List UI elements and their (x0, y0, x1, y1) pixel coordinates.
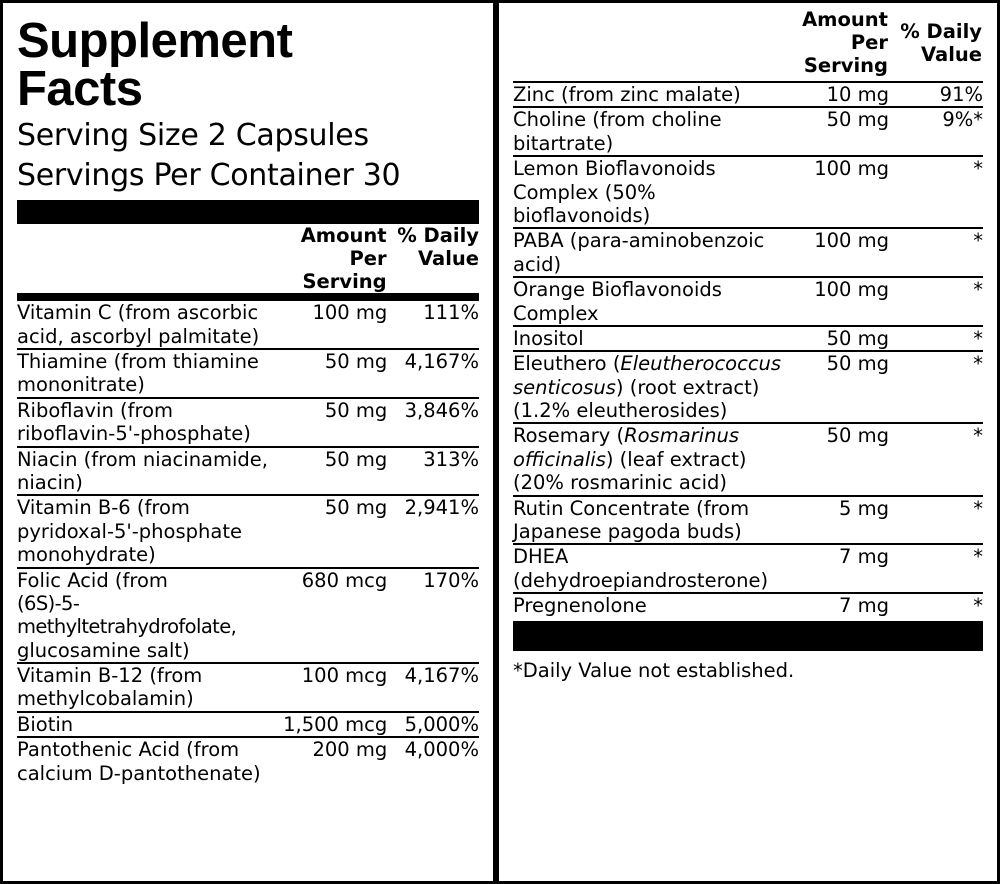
ingredient-name-line-2: (dehydroepiandrosterone) (513, 568, 769, 592)
left-rows-body (17, 301, 479, 785)
ingredient-latin-name-cont: senticosus (513, 375, 616, 399)
ingredient-name-line-1: Choline (from choline (513, 108, 722, 132)
table-row (17, 447, 479, 496)
ingredient-daily-value: * (889, 277, 983, 326)
ingredient-amount: 50 mg (786, 351, 889, 423)
ingredient-name-line-2: riboflavin-5'-phosphate) (17, 422, 251, 446)
ingredient-name-line-2: pyridoxal-5'-phosphate (17, 519, 242, 543)
header-spacer (513, 7, 786, 81)
ingredient-name-line-1: Zinc (from zinc malate) (513, 83, 741, 106)
table-row (513, 326, 983, 351)
title-line-2: Facts (17, 62, 143, 117)
ingredient-daily-value: * (889, 544, 983, 593)
ingredient-daily-value: * (889, 496, 983, 545)
table-row (17, 737, 479, 785)
ingredient-name-line-3: (20% rosmarinic acid) (513, 471, 727, 495)
ingredient-name-line-2: bitartrate) (513, 131, 614, 155)
table-header-row (513, 7, 983, 81)
ingredient-name-line-3: bioflavonoids) (513, 203, 651, 227)
ingredient-name-line-1: Riboflavin (from (17, 398, 174, 422)
table-row (513, 83, 983, 107)
ingredient-name (17, 712, 283, 737)
ingredient-daily-value: 2,941% (387, 495, 479, 567)
table-row (513, 107, 983, 156)
ingredient-amount: 50 mg (786, 107, 889, 156)
right-table-header (513, 7, 983, 81)
ingredient-daily-value: 5,000% (387, 712, 479, 737)
ingredient-daily-value: 3,846% (387, 398, 479, 447)
ingredient-name (17, 568, 283, 664)
ingredient-daily-value: * (889, 326, 983, 351)
ingredient-daily-value: * (889, 228, 983, 277)
header-amount-per-serving (285, 224, 387, 293)
ingredient-name (513, 423, 786, 495)
table-row (17, 495, 479, 567)
table-row (513, 544, 983, 593)
ingredient-amount: 100 mg (786, 228, 889, 277)
ingredient-name-line-2: (6S)-5-methyltetrahydrofolate, (17, 591, 237, 639)
ingredient-name-line-2: Complex (513, 301, 599, 325)
table-row (513, 228, 983, 277)
ingredient-name-line-1: Pregnenolone (513, 594, 647, 618)
ingredient-amount: 100 mcg (283, 663, 387, 712)
ingredient-name (513, 107, 786, 156)
ingredient-name (513, 228, 786, 277)
ingredient-name-line-1: Niacin (from niacinamide, (17, 447, 268, 471)
table-row (17, 301, 479, 349)
header-dv-line-1: % Daily (397, 224, 479, 248)
ingredient-amount: 680 mcg (283, 568, 387, 664)
table-row (513, 496, 983, 545)
ingredient-name (513, 351, 786, 423)
ingredient-daily-value: 9%* (889, 107, 983, 156)
table-row (17, 663, 479, 712)
right-ingredient-rows (513, 83, 983, 618)
ingredient-name-line-2: officinalis) (leaf extract) (513, 447, 747, 471)
ingredient-name-line-1: Rosemary (Rosmarinus (513, 424, 739, 448)
ingredient-name (17, 398, 283, 447)
right-panel (496, 0, 1000, 884)
header-dv-line-2: Value (418, 247, 479, 271)
ingredient-name-line-2: niacin) (17, 470, 83, 494)
ingredient-amount: 50 mg (786, 326, 889, 351)
serving-size: Serving Size 2 Capsules (17, 118, 369, 154)
table-row (513, 351, 983, 423)
ingredient-daily-value: 91% (939, 83, 983, 106)
left-nutrition-table (17, 224, 479, 293)
ingredient-daily-value: 170% (387, 568, 479, 664)
header-underline (17, 293, 479, 301)
ingredient-latin-name: Rosmarinus (624, 424, 739, 448)
table-row (513, 423, 983, 495)
ingredient-name-line-1: Orange Bioflavonoids (513, 278, 722, 302)
ingredient-name (17, 301, 283, 349)
ingredient-name-line-3: glucosamine salt) (17, 638, 190, 662)
ingredient-name (17, 447, 283, 496)
page-title (17, 14, 479, 117)
ingredient-name (513, 277, 786, 326)
ingredient-name (17, 737, 283, 785)
ingredient-name-line-1: Vitamin B-12 (from (17, 664, 203, 688)
table-row (17, 398, 479, 447)
right-rows-body (513, 83, 983, 618)
ingredient-daily-value: 4,167% (387, 349, 479, 398)
ingredient-amount: 7 mg (786, 544, 889, 593)
header-amount-line-2: Serving (302, 270, 387, 294)
ingredient-amount: 50 mg (283, 398, 387, 447)
ingredient-latin-name-cont: officinalis (513, 447, 606, 471)
header-amount-line-1: Amount Per (802, 8, 888, 54)
header-amount-per-serving (786, 7, 889, 81)
header-spacer (17, 224, 285, 293)
ingredient-amount: 50 mg (786, 423, 889, 495)
ingredient-name-line-1: Vitamin C (from ascorbic (17, 301, 259, 325)
ingredient-amount: 50 mg (283, 495, 387, 567)
ingredient-name-line-2: Complex (50% (513, 180, 656, 204)
ingredient-name-line-1: Eleuthero (Eleutherococcus (513, 352, 782, 376)
ingredient-name-line-2: mononitrate) (17, 373, 145, 397)
ingredient-name-line-1: Folic Acid (from (17, 568, 168, 592)
ingredient-amount: 7 mg (786, 593, 889, 617)
ingredient-daily-value: 4,167% (387, 663, 479, 712)
ingredient-daily-value: 313% (387, 447, 479, 496)
ingredient-name-line-2: calcium D-pantothenate) (17, 761, 261, 785)
ingredient-daily-value: 4,000% (387, 737, 479, 785)
ingredient-name-line-1: Pantothenic Acid (from (17, 738, 240, 762)
ingredient-name-line-2: acid) (513, 252, 562, 276)
ingredient-name (513, 156, 786, 228)
ingredient-daily-value: * (889, 593, 983, 617)
servings-per-container: Servings Per Container 30 (17, 157, 401, 193)
ingredient-name (513, 326, 786, 351)
ingredient-name-line-2: acid, ascorbyl palmitate) (17, 324, 260, 348)
ingredient-daily-value: * (889, 156, 983, 228)
table-row (513, 593, 983, 617)
table-row (17, 568, 479, 664)
ingredient-name-line-1: Vitamin B-6 (from (17, 496, 190, 520)
ingredient-name-line-1: Inositol (513, 326, 584, 350)
ingredient-name (17, 663, 283, 712)
ingredient-amount: 5 mg (786, 496, 889, 545)
ingredient-name (513, 593, 786, 617)
ingredient-name-line-3: monohydrate) (17, 543, 156, 567)
title-line-1: Supplement (17, 14, 293, 68)
header-amount-line-1: Amount Per (300, 224, 387, 271)
ingredient-amount: 200 mg (283, 737, 387, 785)
header-amount-line-2: Serving (803, 54, 888, 77)
table-row (17, 712, 479, 737)
ingredient-name-line-1: DHEA (513, 545, 569, 569)
thick-divider (17, 200, 479, 224)
ingredient-name-line-3: (1.2% eleutherosides) (513, 399, 728, 423)
ingredient-amount: 50 mg (283, 447, 387, 496)
ingredient-name (513, 544, 786, 593)
ingredient-amount: 100 mg (786, 156, 889, 228)
ingredient-latin-name: Eleutherococcus (620, 352, 782, 376)
ingredient-daily-value: 111% (423, 301, 479, 325)
ingredient-amount: 1,500 mcg (283, 712, 388, 736)
header-dv-line-2: Value (921, 42, 982, 66)
ingredient-name-line-2: senticosus) (root extract) (513, 375, 760, 399)
ingredient-name (513, 83, 786, 107)
ingredient-name-line-2: methylcobalamin) (17, 687, 194, 711)
table-header-row (17, 224, 479, 293)
bottom-divider (513, 621, 983, 651)
daily-value-footnote: *Daily Value not established. (513, 658, 795, 682)
ingredient-name (513, 496, 786, 545)
table-row (513, 277, 983, 326)
left-panel (0, 0, 496, 884)
ingredient-name-line-1: PABA (para-aminobenzoic (513, 229, 765, 253)
ingredient-name (17, 495, 283, 567)
ingredient-amount: 50 mg (283, 349, 387, 398)
header-daily-value (889, 7, 983, 81)
ingredient-name (17, 349, 283, 398)
table-row (513, 156, 983, 228)
ingredient-daily-value: * (889, 423, 983, 495)
table-row (17, 349, 479, 398)
ingredient-name-line-1: Rutin Concentrate (from (513, 496, 750, 520)
header-dv-line-1: % Daily (900, 19, 982, 43)
ingredient-amount: 10 mg (826, 83, 889, 106)
ingredient-name-line-1: Thiamine (from thiamine (17, 350, 259, 373)
ingredient-name-line-1: Biotin (17, 712, 74, 736)
left-ingredient-rows (17, 301, 479, 785)
ingredient-name-line-1: Lemon Bioflavonoids (513, 157, 716, 181)
ingredient-name-line-2: Japanese pagoda buds) (513, 520, 742, 544)
ingredient-daily-value: * (889, 351, 983, 423)
ingredient-amount: 100 mg (312, 301, 388, 325)
header-daily-value (387, 224, 479, 293)
ingredient-amount: 100 mg (786, 277, 889, 326)
